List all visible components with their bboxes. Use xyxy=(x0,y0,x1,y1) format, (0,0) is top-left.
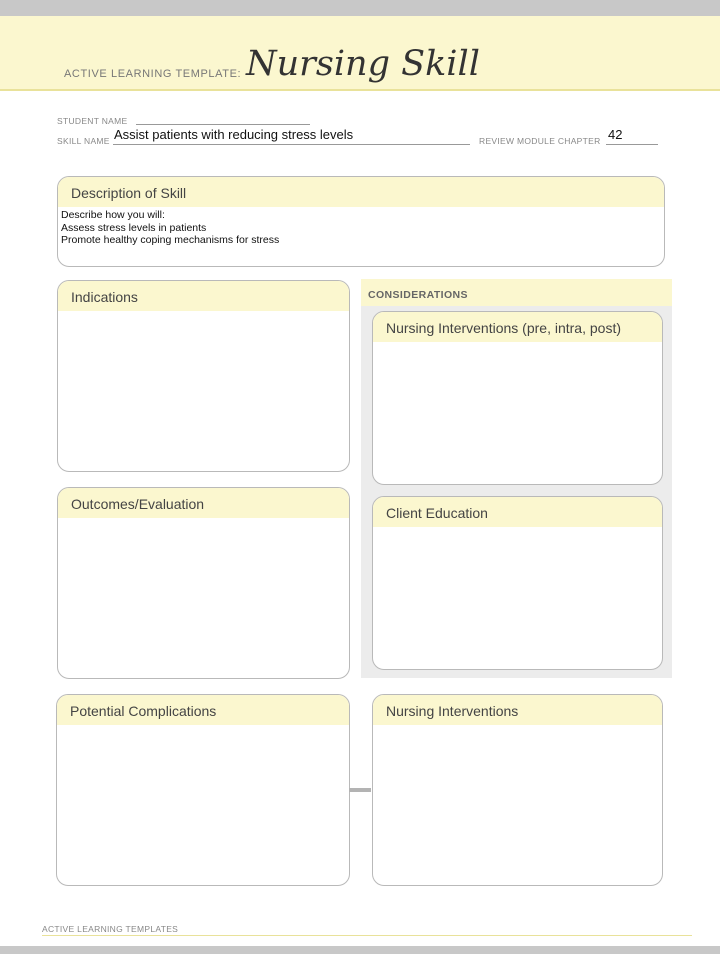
footer-text: ACTIVE LEARNING TEMPLATES xyxy=(42,924,179,934)
potential-complications-heading: Potential Complications xyxy=(57,695,349,725)
indications-heading: Indications xyxy=(58,281,349,311)
considerations-label: CONSIDERATIONS xyxy=(368,289,468,301)
nursing-interventions-box[interactable] xyxy=(372,694,663,886)
template-prefix: ACTIVE LEARNING TEMPLATE: xyxy=(64,68,242,80)
connector-line xyxy=(349,788,371,792)
description-line: Assess stress levels in patients xyxy=(61,221,207,234)
description-text xyxy=(58,207,664,247)
skill-name-field[interactable] xyxy=(113,144,470,145)
review-module-field[interactable] xyxy=(606,144,658,145)
outcomes-box[interactable] xyxy=(57,487,350,679)
top-border-bar xyxy=(0,0,720,16)
outcomes-heading: Outcomes/Evaluation xyxy=(58,488,349,518)
page-title: Nursing Skill xyxy=(246,44,480,84)
nursing-interventions-heading: Nursing Interventions xyxy=(373,695,662,725)
footer-rule xyxy=(42,935,692,936)
bottom-border-bar xyxy=(0,946,720,954)
description-line: Describe how you will: xyxy=(61,209,165,221)
nursing-interventions-pip-box[interactable] xyxy=(372,311,663,485)
nursing-interventions-pip-heading: Nursing Interventions (pre, intra, post) xyxy=(373,312,662,342)
review-module-label: REVIEW MODULE CHAPTER xyxy=(479,136,601,146)
client-education-heading: Client Education xyxy=(373,497,662,527)
skill-name-value: Assist patients with reducing stress levels xyxy=(114,127,354,142)
skill-name-label: SKILL NAME xyxy=(57,136,110,146)
indications-box[interactable] xyxy=(57,280,350,472)
review-module-value: 42 xyxy=(608,127,623,142)
student-name-label: STUDENT NAME xyxy=(57,116,128,126)
potential-complications-box[interactable] xyxy=(56,694,350,886)
client-education-box[interactable] xyxy=(372,496,663,670)
description-box[interactable] xyxy=(57,176,665,267)
description-heading: Description of Skill xyxy=(58,177,664,207)
description-line: Promote healthy coping mechanisms for stress xyxy=(61,234,280,246)
student-name-field[interactable] xyxy=(136,124,310,125)
